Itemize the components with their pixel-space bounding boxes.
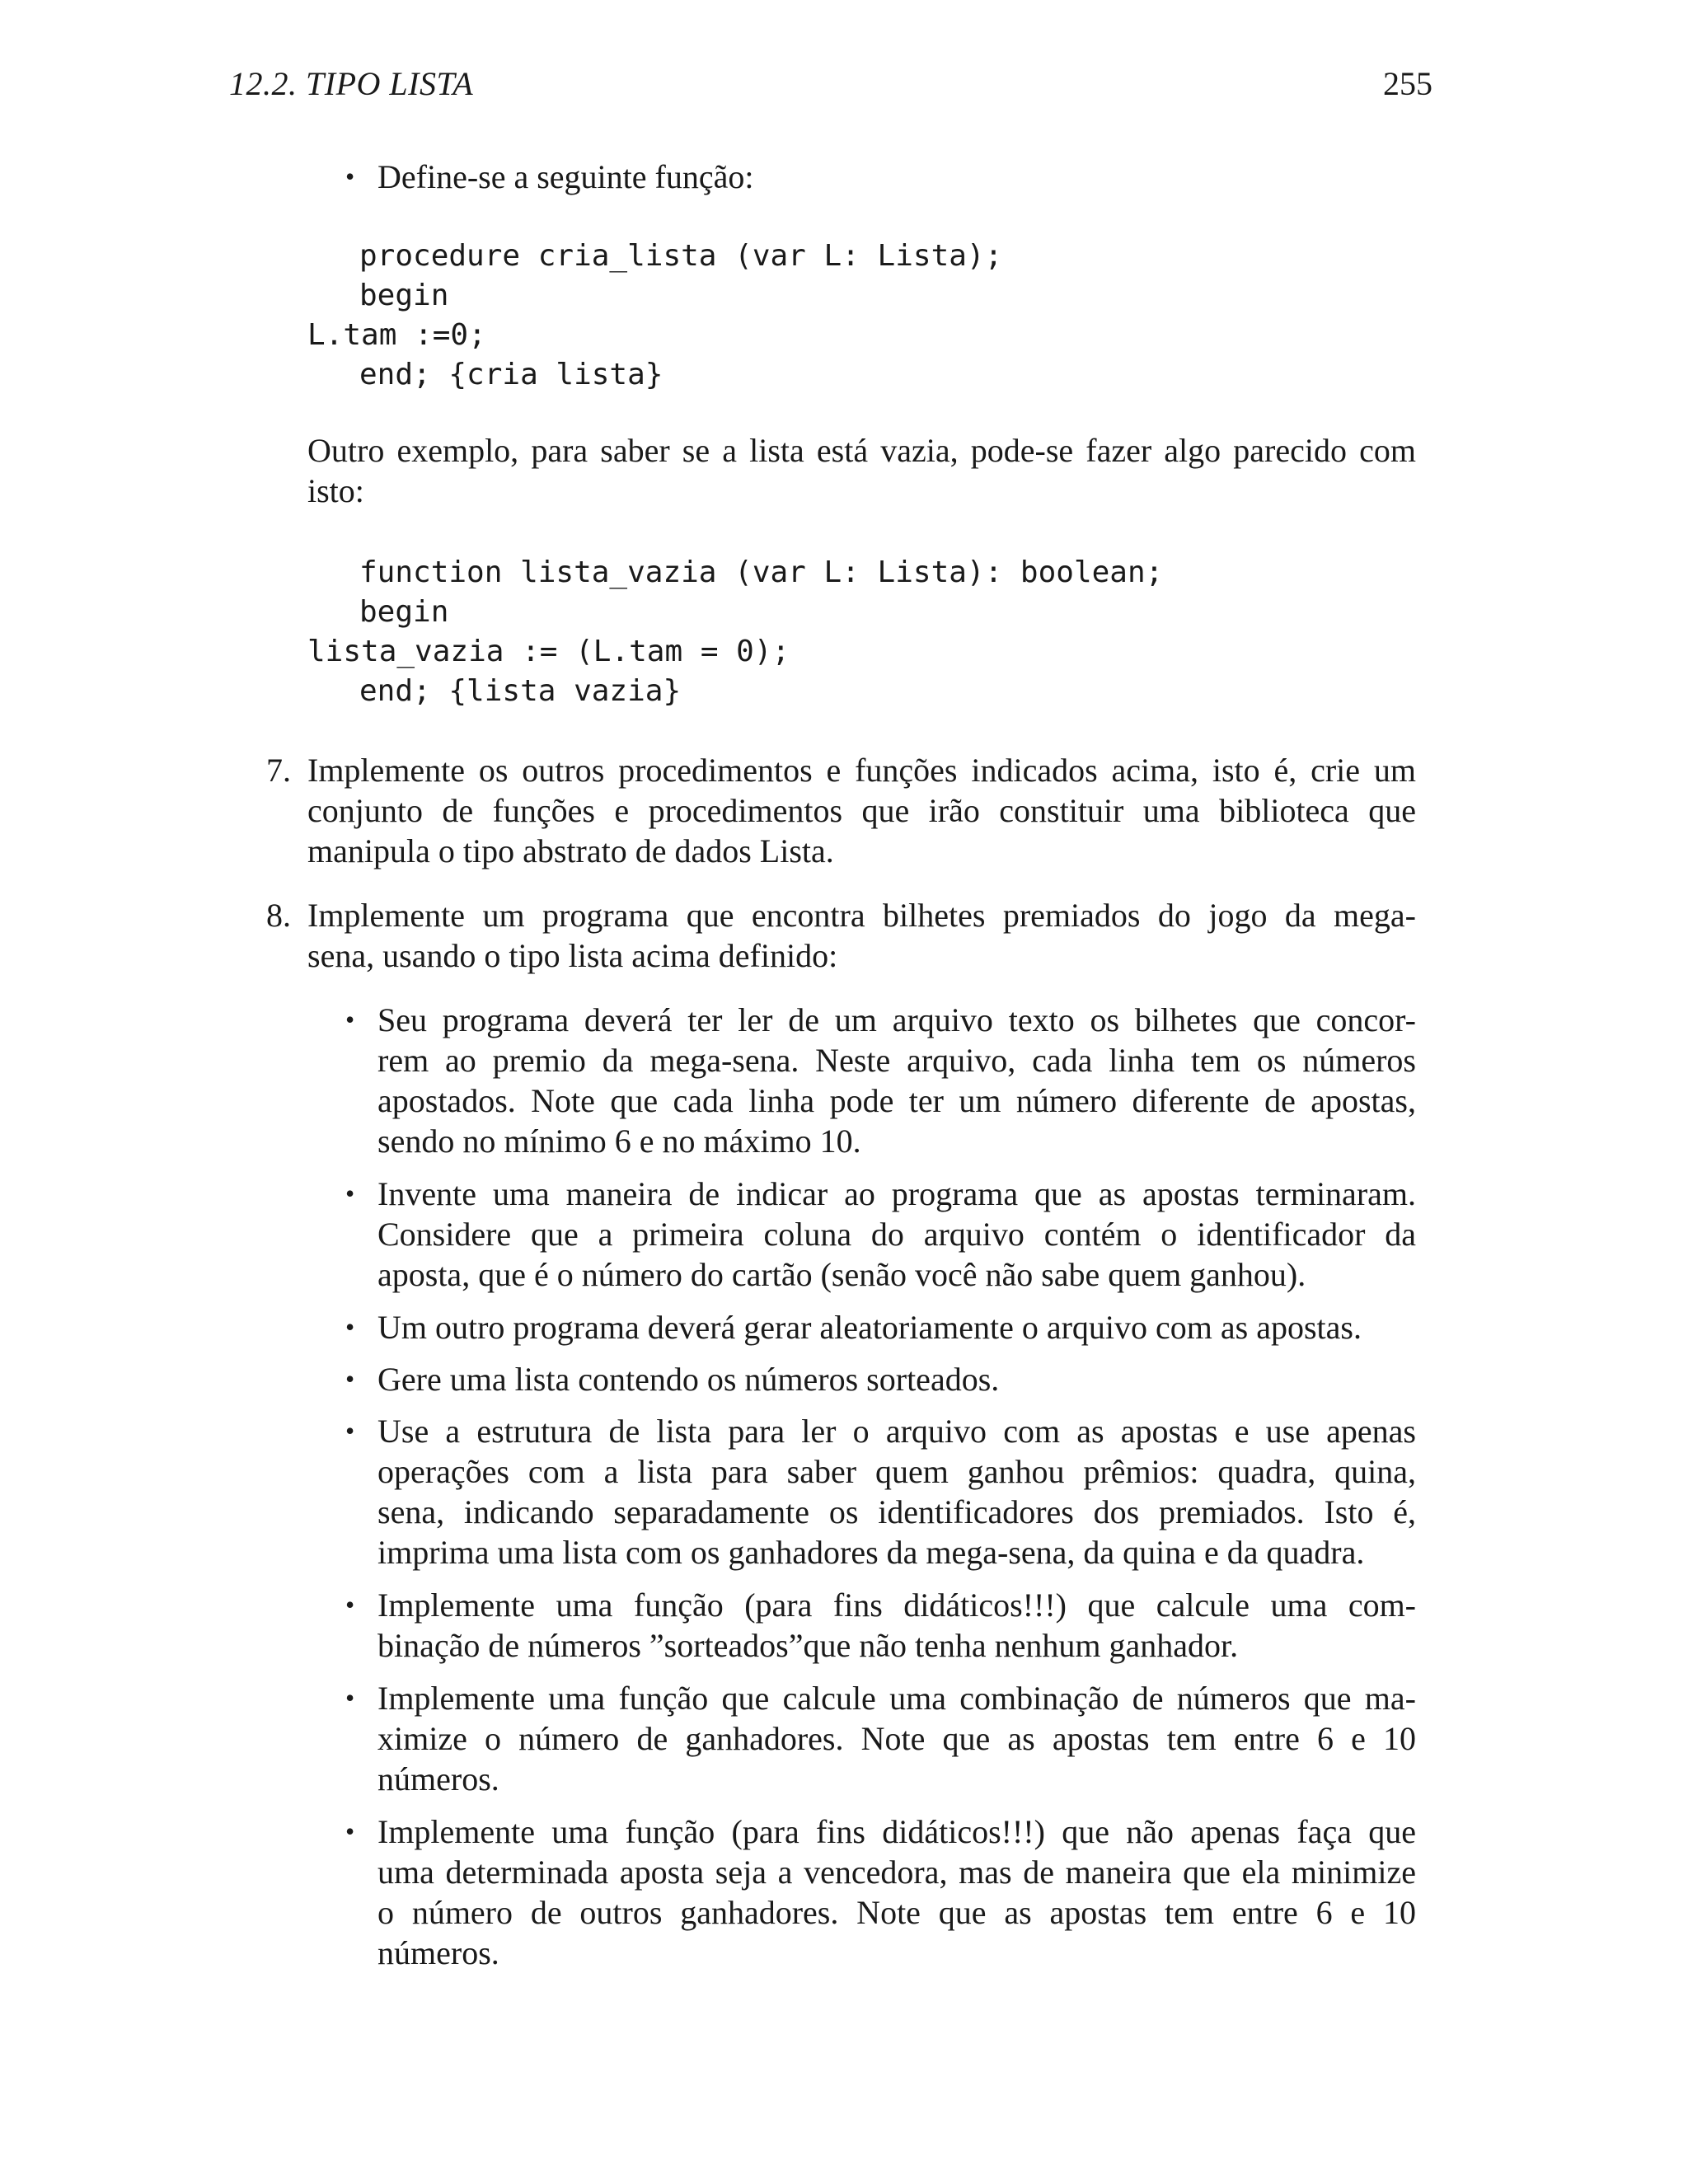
- paragraph-line: Outro exemplo, para saber se a lista está vazia, pode-se fazer algo parecido com: [307, 432, 1416, 469]
- subbullet-line: o número de outros ganhadores. Note que as apostas tem entre 6 e 10: [377, 1894, 1416, 1931]
- bullet-marker: •: [345, 1364, 355, 1394]
- paragraph-line: isto:: [307, 472, 364, 509]
- subbullet-line: Seu programa deverá ter ler de um arquivo texto os bilhetes que concor-: [377, 1001, 1416, 1038]
- subbullet-line: uma determinada aposta seja a vencedora, mas de maneira que ela minimize: [377, 1854, 1416, 1891]
- code-line: begin: [359, 595, 449, 629]
- enum-number-7: 7.: [266, 752, 291, 789]
- bullet-marker: •: [345, 1683, 355, 1713]
- subbullet-line: Gere uma lista contendo os números sorteados.: [377, 1361, 1000, 1398]
- subbullet-line: sendo no mínimo 6 e no máximo 10.: [377, 1122, 861, 1160]
- subbullet-line: ximize o número de ganhadores. Note que as apostas tem entre 6 e 10: [377, 1720, 1416, 1757]
- subbullet-line: Implemente uma função (para fins didáticos!!!) que calcule uma com-: [377, 1586, 1416, 1624]
- enum-number-8: 8.: [266, 897, 291, 934]
- subbullet-line: aposta, que é o número do cartão (senão você não sabe quem ganhou).: [377, 1256, 1306, 1293]
- code-line: end; {lista vazia}: [359, 674, 682, 708]
- subbullet-line: números.: [377, 1934, 499, 1971]
- bullet-marker: •: [345, 1005, 355, 1034]
- subbullet-line: Invente uma maneira de indicar ao programa que as apostas terminaram.: [377, 1175, 1416, 1212]
- code-line: end; {cria lista}: [359, 358, 663, 391]
- subbullet-line: imprima uma lista com os ganhadores da mega-sena, da quina e da quadra.: [377, 1534, 1365, 1571]
- page-number: 255: [1383, 65, 1432, 102]
- subbullet-line: Implemente uma função (para fins didáticos!!!) que não apenas faça que: [377, 1813, 1416, 1850]
- subbullet-line: Considere que a primeira coluna do arquivo contém o identificador da: [377, 1216, 1416, 1253]
- subbullet-line: números.: [377, 1760, 499, 1797]
- bullet-marker: •: [345, 1179, 355, 1208]
- subbullet-line: Use a estrutura de lista para ler o arquivo com as apostas e use apenas: [377, 1413, 1416, 1450]
- subbullet-line: sena, indicando separadamente os identificadores dos premiados. Isto é,: [377, 1493, 1416, 1530]
- subbullet-line: Implemente uma função que calcule uma combinação de números que ma-: [377, 1680, 1416, 1717]
- code-line: lista_vazia := (L.tam = 0);: [307, 635, 790, 668]
- code-line: function lista_vazia (var L: Lista): boolean;: [359, 555, 1164, 589]
- item7-line: manipula o tipo abstrato de dados Lista.: [307, 832, 834, 869]
- code-line: procedure cria_lista (var L: Lista);: [359, 239, 1003, 273]
- item8-line: Implemente um programa que encontra bilhetes premiados do jogo da mega-: [307, 897, 1416, 934]
- item7-line: conjunto de funções e procedimentos que irão constituir uma biblioteca que: [307, 792, 1416, 829]
- bullet-marker: •: [345, 1312, 355, 1342]
- intro-bullet-text: Define-se a seguinte função:: [377, 158, 754, 195]
- subbullet-line: operações com a lista para saber quem ganhou prêmios: quadra, quina,: [377, 1453, 1416, 1490]
- code-line: begin: [359, 279, 449, 312]
- subbullet-line: Um outro programa deverá gerar aleatoriamente o arquivo com as apostas.: [377, 1309, 1362, 1346]
- code-line: L.tam :=0;: [307, 318, 486, 352]
- bullet-marker: •: [345, 162, 355, 191]
- item8-line: sena, usando o tipo lista acima definido:: [307, 937, 838, 974]
- subbullet-line: binação de números ”sorteados”que não tenha nenhum ganhador.: [377, 1627, 1239, 1664]
- subbullet-line: apostados. Note que cada linha pode ter um número diferente de apostas,: [377, 1082, 1416, 1119]
- bullet-marker: •: [345, 1590, 355, 1619]
- subbullet-line: rem ao premio da mega-sena. Neste arquivo, cada linha tem os números: [377, 1042, 1416, 1079]
- bullet-marker: •: [345, 1416, 355, 1446]
- running-header-section: 12.2. TIPO LISTA: [229, 65, 474, 102]
- bullet-marker: •: [345, 1816, 355, 1846]
- item7-line: Implemente os outros procedimentos e funções indicados acima, isto é, crie um: [307, 752, 1416, 789]
